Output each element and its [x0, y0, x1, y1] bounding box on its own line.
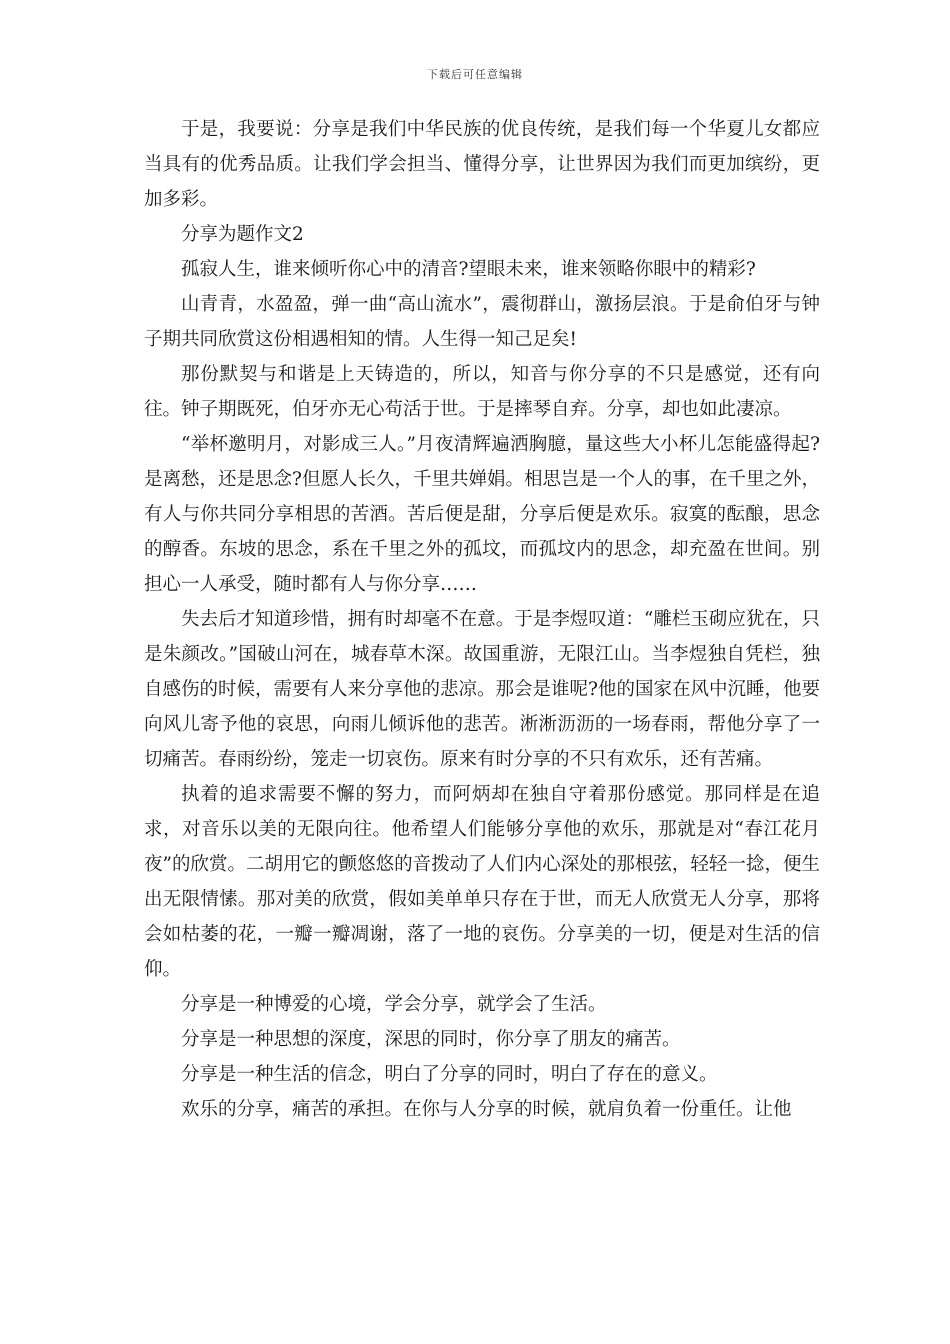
paragraph: 分享是一种思想的深度，深思的同时，你分享了朋友的痛苦。	[181, 1029, 681, 1050]
paragraph: 孤寂人生，谁来倾听你心中的清音?望眼未来，谁来领略你眼中的精彩?	[181, 259, 756, 280]
paragraph: 分享是一种生活的信念，明白了分享的同时，明白了存在的意义。	[181, 1064, 718, 1085]
paragraph: 执着的追求需要不懈的努力，而阿炳却在独自守着那份感觉。那同样是在追求，对音乐以美的无限向往。他希望人们能够分享他的欢乐，那就是对“春江花月夜”的欣赏。二胡用它的颤悠悠的音拨动了人们内心深处的那根弦，轻轻一捻，便生出无限情愫。那对美的欣赏，假如美单单只存在于世，而无人欣赏无人分享，那将会如枯萎的花，一瓣一瓣凋谢，落了一地的哀伤。分享美的一切，便是对生活的信仰。	[144, 784, 820, 980]
paragraph: 失去后才知道珍惜，拥有时却毫不在意。于是李煜叹道：“雕栏玉砌应犹在，只是朱颜改。”国破山河在，城春草木深。故国重游，无限江山。当李煜独自凭栏，独自感伤的时候，需要有人来分享他的悲凉。那会是谁呢?他的国家在风中沉睡，他要向风儿寄予他的哀思，向雨儿倾诉他的悲苦。淅淅沥沥的一场春雨，帮他分享了一切痛苦。春雨纷纷，笼走一切哀伤。原来有时分享的不只有欢乐，还有苦痛。	[144, 609, 820, 770]
page-header: 下载后可任意编辑	[427, 68, 523, 81]
paragraph: 分享是一种博爱的心境，学会分享，就学会了生活。	[181, 994, 607, 1015]
paragraph: 欢乐的分享，痛苦的承担。在你与人分享的时候，就肩负着一份重任。让他	[181, 1099, 792, 1120]
paragraph: 于是，我要说：分享是我们中华民族的优良传统，是我们每一个华夏儿女都应当具有的优秀品质。让我们学会担当、懂得分享，让世界因为我们而更加缤纷，更加多彩。	[144, 119, 820, 210]
paragraph: 山青青，水盈盈，弹一曲“高山流水”，震彻群山，激扬层浪。于是俞伯牙与钟子期共同欣赏这份相遇相知的情。人生得一知己足矣!	[144, 294, 820, 350]
document-body	[144, 112, 820, 1127]
paragraph: 那份默契与和谐是上天铸造的，所以，知音与你分享的不只是感觉，还有向往。钟子期既死，伯牙亦无心苟活于世。于是摔琴自弃。分享，却也如此凄凉。	[144, 364, 820, 420]
paragraph: “举杯邀明月，对影成三人。”月夜清辉遍洒胸臆，量这些大小杯儿怎能盛得起?是离愁，还是思念?但愿人长久，千里共婵娟。相思岂是一个人的事，在千里之外，有人与你共同分享相思的苦酒。苦后便是甜，分享后便是欢乐。寂寞的酝酿，思念的醇香。东坡的思念，系在千里之外的孤坟，而孤坟内的思念，却充盈在世间。别担心一人承受，随时都有人与你分享……	[144, 434, 820, 595]
section-title: 分享为题作文2	[181, 224, 304, 245]
